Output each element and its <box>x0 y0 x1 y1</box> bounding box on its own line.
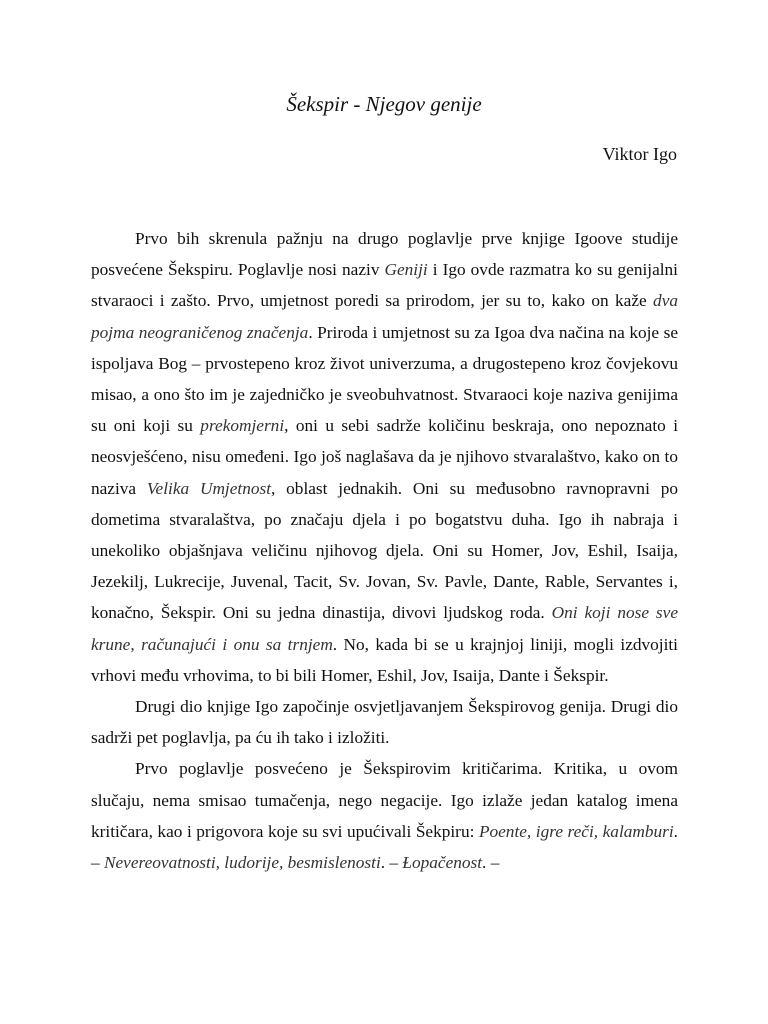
document-body <box>91 223 678 878</box>
italic-text: Nevereovatnosti, ludorije, besmislenosti <box>103 853 381 873</box>
text-run: Prvo bih skrenula pažnju na drugo poglavlje prve knjige Igoove studije posvećene Šekspiru. Poglavlje nosi naziv <box>91 229 678 280</box>
paragraph <box>91 223 678 691</box>
italic-text: Geniji <box>384 260 428 280</box>
text-run: Prvo poglavlje posvećeno je Šekspirovim kritičarima. Kritika, u ovom slučaju, nema smisao tumačenja, nego negacije. Igo izlaže jedan katalog imena kritičara, kao i prigovora koje su svi upućivali Šekpiru: <box>91 759 678 841</box>
italic-text: Oni koji nose sve krune, računajući i onu sa trnjem <box>91 603 678 654</box>
paragraph <box>91 691 678 753</box>
italic-text: prekomjerni <box>200 416 285 436</box>
italic-text: dva pojma neograničenog značenja <box>91 291 678 342</box>
italic-text: Ɫopačenost <box>402 853 483 873</box>
text-run: . – <box>91 821 678 873</box>
text-run: . Priroda i umjetnost su za Igoa dva načina na koje se ispoljava Bog – prvostepeno kroz život univerzuma, a drugostepeno kroz čovjekovu misao, a ono što im je zajedničko je sveobuhvatnost. Stvaraoci koje naziva genijima su oni koji su <box>91 322 679 436</box>
paragraph <box>91 753 678 878</box>
document-author: Viktor Igo <box>602 144 677 164</box>
italic-text: Velika Umjetnost <box>146 478 272 498</box>
text-run: . – <box>482 853 500 873</box>
text-run: i Igo ovde razmatra ko su genijalni stvaraoci i zašto. Prvo, umjetnost poredi sa prirodom, jer su to, kako on kaže <box>91 260 678 311</box>
text-run: , oni u sebi sadrže količinu beskraja, ono nepoznato i neosvješćeno, nisu omeđeni. Igo još naglašava da je njihovo stvaralaštvo, kako on to naziva <box>91 416 678 498</box>
text-run: . – <box>380 853 403 873</box>
text-run: . No, kada bi se u krajnjoj liniji, mogli izdvojiti vrhovi među vrhovima, to bi bili Homer, Eshil, Jov, Isaija, Dante i Šekspir. <box>91 634 678 685</box>
text-run: , oblast jednakih. Oni su međusobno ravnopravni po dometima stvaralaštva, po značaju djela i po bogatstvu duha. Igo ih nabraja i unekoliko objašnjava veličinu njihovog djela. Oni su Homer, Jov, Eshil, Isaija, Jezekilj, Lukrecije, Juvenal, Tacit, Sv. Jovan, Sv. Pavle, Dante, Rable, Servantes i, konačno, Šekspir. Oni su jedna dinastija, divovi ljudskog roda. <box>91 478 678 623</box>
document-title: Šekspir - Njegov genije <box>286 92 482 116</box>
italic-text: Poente, igre reči, kalamburi <box>478 821 674 841</box>
text-run: Drugi dio knjige Igo započinje osvjetljavanjem Šekspirovog genija. Drugi dio sadrži pet poglavlja, pa ću ih tako i izložiti. <box>91 697 678 748</box>
